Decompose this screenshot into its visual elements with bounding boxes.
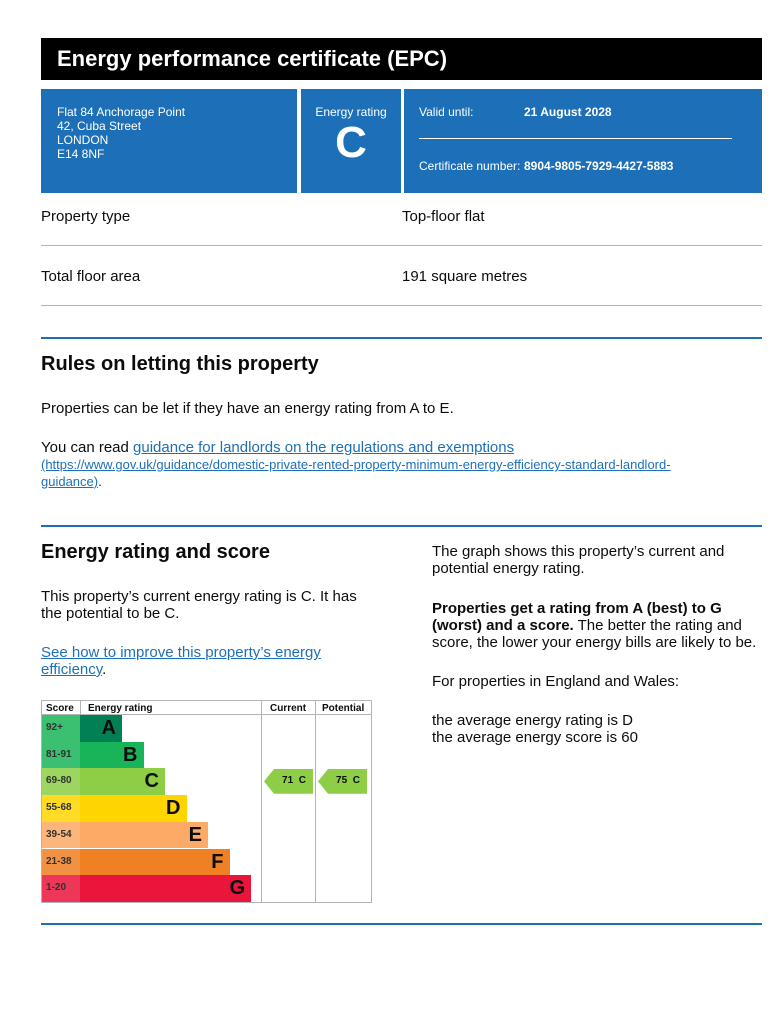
address-line: 42, Cuba Street [57,119,142,133]
chart-header-potential: Potential [322,703,365,714]
floor-area-value: 191 square metres [402,268,528,285]
property-type-value: Top-floor flat [402,208,485,225]
page-title: Energy performance certificate (EPC) [41,38,762,80]
guidance-url [41,456,761,490]
average-rating-text: the average energy rating is D [432,712,633,729]
band-bar-c: C [80,768,165,795]
chart-column-divider [261,701,262,902]
epc-rating-chart [41,700,372,903]
rating-explanation [432,600,764,651]
address-panel [41,89,297,193]
rating-explanation-rest: The better the rating and score, the lower your energy bills are likely to be. [432,617,757,651]
valid-until-label: Valid until: [419,105,474,119]
divider [41,305,762,306]
divider [41,245,762,246]
guidance-url-end: . [98,474,102,489]
chart-header-score: Score [46,703,74,714]
chart-column-divider [80,701,81,714]
chart-column-divider [315,701,316,902]
band-bar-b: B [80,742,144,769]
band-bar-f: F [80,849,230,876]
band-bar-e: E [80,822,208,849]
band-bar-a: A [80,715,122,742]
divider [419,138,732,139]
band-score-c: 69-80 [42,768,80,795]
section-divider [41,923,762,925]
validity-panel [404,89,762,193]
chart-header-energy-rating: Energy rating [88,703,153,714]
section-divider [41,337,762,339]
average-score-text: the average energy score is 60 [432,729,638,746]
guidance-prefix: You can read [41,439,134,456]
rules-heading: Rules on letting this property [41,353,319,375]
rules-paragraph: Properties can be let if they have an energy rating from A to E. [41,400,454,417]
band-bar-g: G [80,875,251,902]
guidance-link[interactable]: guidance for landlords on the regulations and exemptions [133,439,515,456]
band-score-e: 39-54 [42,822,80,849]
guidance-url-link[interactable]: (https://www.gov.uk/guidance/domestic-private-rented-property-minimum-energy-efficiency-standard-landlord- [41,457,671,472]
energy-rating-label: Energy rating [315,105,387,119]
england-wales-text: For properties in England and Wales: [432,673,680,690]
address-line: Flat 84 Anchorage Point [57,105,186,119]
energy-rating-value: C [335,118,367,167]
band-score-b: 81-91 [42,742,80,769]
energy-heading: Energy rating and score [41,541,270,563]
guidance-paragraph [41,439,741,456]
current-rating-label: 71 C [282,775,306,787]
current-rating-text: This property’s current energy rating is C. It has the potential to be C. [41,588,357,622]
band-score-a: 92+ [42,715,80,742]
band-score-f: 21-38 [42,849,80,876]
certificate-number-label: Certificate number: [419,159,521,173]
section-divider [41,525,762,527]
improve-link[interactable]: See how to improve this property’s energy efficiency [41,644,321,678]
band-score-d: 55-68 [42,795,80,822]
floor-area-label: Total floor area [41,268,141,285]
band-bar-d: D [80,795,187,822]
improve-paragraph [41,644,341,678]
band-score-g: 1-20 [42,875,80,902]
valid-until-value: 21 August 2028 [524,105,612,119]
chart-header-current: Current [270,703,307,714]
energy-rating-panel [301,89,401,193]
graph-description: The graph shows this property’s current and potential energy rating. [432,543,725,577]
guidance-url-link[interactable]: guidance) [41,474,99,489]
rating-explanation-bold: Properties get a rating from A (best) to G (worst) and a score. [432,600,722,634]
address-line: LONDON [57,133,109,147]
property-type-label: Property type [41,208,131,225]
address-line: E14 8NF [57,147,105,161]
improve-end: . [102,661,107,678]
potential-rating-label: 75 C [336,775,360,787]
certificate-number-value: 8904-9805-7929-4427-5883 [524,159,674,173]
